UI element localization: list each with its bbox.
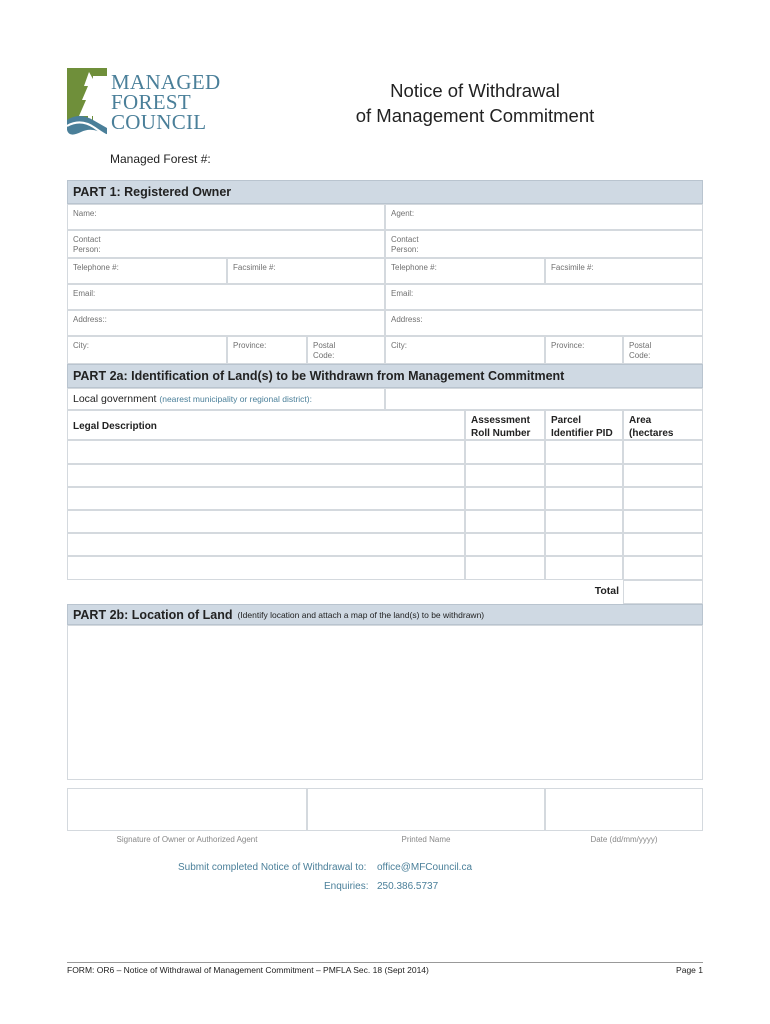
table-row[interactable] <box>67 487 465 510</box>
assessment-roll-header: Assessment Roll Number <box>465 410 545 440</box>
table-cell[interactable] <box>545 487 623 510</box>
table-row[interactable] <box>67 533 465 556</box>
table-cell[interactable] <box>465 464 545 487</box>
printed-name-label: Printed Name <box>401 835 451 844</box>
table-cell[interactable] <box>623 464 703 487</box>
submit-label: Submit completed Notice of Withdrawal to: <box>178 862 367 873</box>
agent-city-label: City: <box>391 341 407 350</box>
table-cell[interactable] <box>623 487 703 510</box>
area-hectares-header: Area (hectares <box>623 410 703 440</box>
owner-city-field[interactable] <box>67 336 227 364</box>
table-cell[interactable] <box>545 510 623 533</box>
part2b-heading-text: PART 2b: Location of Land <box>73 607 233 622</box>
part2b-heading <box>67 604 703 625</box>
part1-heading: PART 1: Registered Owner <box>67 180 703 204</box>
owner-name-field[interactable] <box>67 204 385 230</box>
agent-address-field[interactable] <box>385 310 703 336</box>
table-cell[interactable] <box>545 464 623 487</box>
managed-forest-number-label: Managed Forest #: <box>110 152 211 166</box>
logo-line-1: MANAGED <box>111 70 221 94</box>
local-government-input[interactable] <box>385 388 703 410</box>
owner-contact-field[interactable] <box>67 230 385 258</box>
agent-name-label: Agent: <box>391 209 415 218</box>
table-cell[interactable] <box>545 440 623 464</box>
page-number: Page 1 <box>676 965 703 975</box>
managed-forest-council-logo-icon <box>67 68 107 136</box>
logo-wordmark <box>111 72 220 132</box>
owner-postal-code-field[interactable] <box>307 336 385 364</box>
part2b-hint: (Identify location and attach a map of the land(s) to be withdrawn) <box>237 609 485 620</box>
table-cell[interactable] <box>545 556 623 580</box>
local-government-label: Local government <box>73 393 157 405</box>
parcel-pid-header: Parcel Identifier PID <box>545 410 623 440</box>
total-area-field[interactable] <box>623 580 703 604</box>
agent-facsimile-label: Facsimile #: <box>551 263 594 272</box>
owner-facsimile-field[interactable] <box>227 258 385 284</box>
table-cell[interactable] <box>465 440 545 464</box>
date-field[interactable] <box>545 788 703 831</box>
agent-address-label: Address: <box>391 315 423 324</box>
agent-email-field[interactable] <box>385 284 703 310</box>
table-cell[interactable] <box>465 533 545 556</box>
agent-facsimile-field[interactable] <box>545 258 703 284</box>
agent-contact-label: Contact Person: <box>391 235 419 254</box>
signature-label: Signature of Owner or Authorized Agent <box>116 835 258 844</box>
agent-contact-field[interactable] <box>385 230 703 258</box>
printed-name-field[interactable] <box>307 788 545 831</box>
document-title <box>320 78 630 128</box>
date-label: Date (dd/mm/yyyy) <box>590 835 658 844</box>
table-cell[interactable] <box>465 510 545 533</box>
owner-name-label: Name: <box>73 209 97 218</box>
agent-email-label: Email: <box>391 289 414 298</box>
enquiries-label: Enquiries: <box>324 881 369 892</box>
local-government-hint: (nearest municipality or regional district): <box>159 394 312 404</box>
agent-postal-code-label: Postal Code: <box>629 341 652 360</box>
footer-divider <box>67 962 703 963</box>
owner-province-label: Province: <box>233 341 267 350</box>
table-row[interactable] <box>67 464 465 487</box>
table-cell[interactable] <box>623 533 703 556</box>
logo-line-3: COUNCIL <box>111 110 207 134</box>
table-cell[interactable] <box>623 510 703 533</box>
agent-telephone-label: Telephone #: <box>391 263 437 272</box>
owner-city-label: City: <box>73 341 89 350</box>
owner-facsimile-label: Facsimile #: <box>233 263 276 272</box>
enquiries-phone: 250.386.5737 <box>377 881 439 892</box>
table-row[interactable] <box>67 510 465 533</box>
agent-province-label: Province: <box>551 341 585 350</box>
owner-email-field[interactable] <box>67 284 385 310</box>
table-cell[interactable] <box>545 533 623 556</box>
table-cell[interactable] <box>623 440 703 464</box>
total-label: Total <box>594 585 619 597</box>
table-cell[interactable] <box>465 556 545 580</box>
table-cell[interactable] <box>623 556 703 580</box>
owner-email-label: Email: <box>73 289 96 298</box>
agent-city-field[interactable] <box>385 336 545 364</box>
table-row[interactable] <box>67 556 465 580</box>
owner-telephone-field[interactable] <box>67 258 227 284</box>
title-line-1: Notice of Withdrawal <box>390 80 560 101</box>
agent-province-field[interactable] <box>545 336 623 364</box>
table-row[interactable] <box>67 440 465 464</box>
owner-postal-code-label: Postal Code: <box>313 341 336 360</box>
land-table-body <box>67 440 703 580</box>
agent-name-field[interactable] <box>385 204 703 230</box>
owner-province-field[interactable] <box>227 336 307 364</box>
owner-telephone-label: Telephone #: <box>73 263 119 272</box>
legal-description-header: Legal Description <box>67 410 465 440</box>
title-line-2: of Management Commitment <box>355 105 595 126</box>
owner-address-label: Address:: <box>73 315 107 324</box>
submit-email-link[interactable]: office@MFCouncil.ca <box>377 862 472 873</box>
local-government-label-cell <box>67 388 385 410</box>
table-cell[interactable] <box>465 487 545 510</box>
logo-line-2: FOREST <box>111 90 191 114</box>
land-location-area[interactable] <box>67 625 703 780</box>
signature-field[interactable] <box>67 788 307 831</box>
owner-address-field[interactable] <box>67 310 385 336</box>
agent-postal-code-field[interactable] <box>623 336 703 364</box>
agent-telephone-field[interactable] <box>385 258 545 284</box>
owner-contact-label: Contact Person: <box>73 235 101 254</box>
part2a-heading: PART 2a: Identification of Land(s) to be Withdrawn from Management Commitment <box>67 364 703 388</box>
footer-form-text: FORM: OR6 – Notice of Withdrawal of Management Commitment – PMFLA Sec. 18 (Sept 2014) <box>67 965 429 975</box>
